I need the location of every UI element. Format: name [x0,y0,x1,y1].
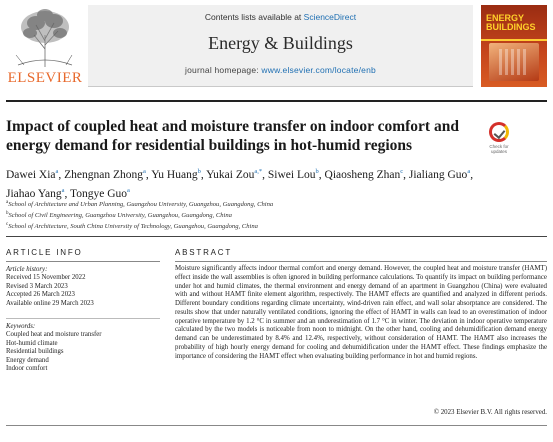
affiliation-text: School of Architecture and Urban Planning, Guangzhou University, Guangzhou, Guangdong, China [8,201,274,209]
affiliation-item [6,221,542,232]
abstract-text: Moisture significantly affects indoor thermal comfort and energy demand. However, the coupled heat and moisture transfer (HAMT) effect inside the wall assemblies is often ignored in building performance calculations. To quantify its impact on building performance under hot and humid climates, the thermal environment and energy demand of an apartment in Guangzhou (China) were evaluated with and without HAMT finite element algorithm, respectively. The HAMT effects are quantified and analyzed in different periods. Different boundary conditions regarding climate uncertainty, wind-driven rain effect, and wall solar absorptance are considered. The results show that under naturally ventilated conditions, ignoring the effect of HAMT in walls can lead to an overestimation of indoor operative temperature by 1.2 °C in summer and an underestimation of 1.7 °C in winter. The deviation in indoor operative temperature calculated by the two models is noticeable from noon to midnight. On the other hand, cooling and dehumidification demand energy demand can be underestimated by 8.4% and 12.4%, respectively, without consideration of HAMT. The HAMT also increases the probability of high hourly energy demand for cooling and dehumidification under the HAMT effect. These findings emphasize the importance of considering the HAMT effect when evaluating building performance in hot and humid regions. [175,265,547,360]
history-item: Accepted 26 March 2023 [6,291,75,299]
elsevier-wordmark: ELSEVIER [7,70,83,86]
affiliation-marker: a [6,200,9,205]
keyword-list [6,331,102,373]
keyword-item[interactable]: Coupled heat and moisture transfer [6,331,102,339]
author-separator: , [58,168,65,181]
history-item: Available online 29 March 2023 [6,299,94,307]
history-item: Received 15 November 2022 [6,274,86,282]
author-affiliation-marker[interactable]: a [61,186,65,194]
author-affiliation-marker[interactable]: c [400,168,404,175]
article-history-list [6,274,94,308]
affiliation-text: School of Civil Engineering, Guangzhou University, Guangzhou, Guangdong, China [8,211,232,219]
author-name[interactable]: Yukai Zou [206,168,255,181]
elsevier-logo[interactable] [6,5,84,87]
article-info-heading: ARTICLE INFO [6,248,83,257]
cover-title-line1: ENERGY [486,13,525,23]
author-name[interactable]: Qiaosheng Zhan [324,168,401,181]
footer-divider [6,425,547,426]
author-name[interactable]: Siwei Lou [267,168,316,181]
copyright-notice: © 2023 Elsevier B.V. All rights reserved. [433,409,547,416]
author-separator: , [262,168,268,181]
check-for-updates-badge[interactable] [487,122,511,158]
author-affiliation-marker[interactable]: a [143,168,146,175]
author-name[interactable]: Jialiang Guo [408,168,468,181]
cover-strip [481,39,547,41]
author-separator: , [200,168,207,181]
elsevier-tree-icon [6,5,84,69]
journal-homepage-link[interactable]: www.elsevier.com/locate/enb [261,65,376,75]
keyword-item[interactable]: Energy demand [6,356,49,364]
author-list [6,164,542,202]
sciencedirect-link[interactable]: ScienceDirect [303,12,357,22]
journal-title[interactable]: Energy & Buildings [208,33,353,53]
contents-prefix: Contents lists available at [204,12,304,22]
author-name[interactable]: Zhengnan Zhong [64,168,144,181]
history-item: Revised 3 March 2023 [6,282,68,290]
affiliation-item [6,210,542,221]
journal-cover-thumbnail[interactable] [481,5,547,87]
paper-title: Impact of coupled heat and moisture transfer on indoor comfort and energy demand for residential buildings in hot-humid regions [6,118,459,154]
cover-title [486,14,536,32]
journal-homepage-line [88,65,473,75]
keyword-item[interactable]: Hot-humid climate [6,339,58,347]
author-name[interactable]: Yu Huang [151,168,198,181]
author-separator: , [318,168,325,181]
abstract-heading: ABSTRACT [175,248,233,257]
author-name[interactable]: Tongye Guo [70,187,128,200]
author-affiliation-marker[interactable]: a [55,168,59,175]
article-history-label: Article history: [6,266,48,273]
keywords-block [6,323,102,373]
affiliation-divider [6,236,547,237]
cover-title-line2: BUILDINGS [486,22,536,32]
author-affiliation-marker[interactable]: a,* [254,168,263,175]
journal-banner [6,5,547,87]
author-name[interactable]: Jiahao Yang [6,187,62,200]
author-name[interactable]: Dawei Xia [6,168,56,181]
author-separator: , [145,168,152,181]
affiliation-item [6,199,542,210]
author-affiliation-marker[interactable]: b [197,168,201,175]
article-history [6,266,94,308]
author-separator: , [403,168,409,181]
check-updates-icon [489,122,509,142]
affiliation-marker: b [6,210,9,216]
header-divider [6,100,547,102]
affiliation-text: School of Architecture, South China University of Technology, Guangzhou, Guangdong, China [8,222,258,230]
keywords-label: Keywords: [6,323,36,330]
keyword-item[interactable]: Indoor comfort [6,365,48,373]
keywords-divider [6,318,160,319]
affiliation-marker: c [6,221,9,227]
article-info-divider [6,261,160,262]
author-affiliation-marker[interactable]: b [315,168,319,175]
contents-lists-line [88,12,473,22]
author-separator: , [470,168,474,181]
affiliation-list [6,199,542,231]
check-updates-label: Check for updates [489,144,509,154]
homepage-prefix: journal homepage: [185,65,262,75]
author-separator: , [64,187,71,200]
journal-banner-center [88,5,473,87]
keyword-item[interactable]: Residential buildings [6,348,64,356]
author-affiliation-marker[interactable]: a [467,168,471,175]
abstract-divider [175,261,547,262]
cover-building-image [489,43,539,81]
author-affiliation-marker[interactable]: a [127,186,130,194]
